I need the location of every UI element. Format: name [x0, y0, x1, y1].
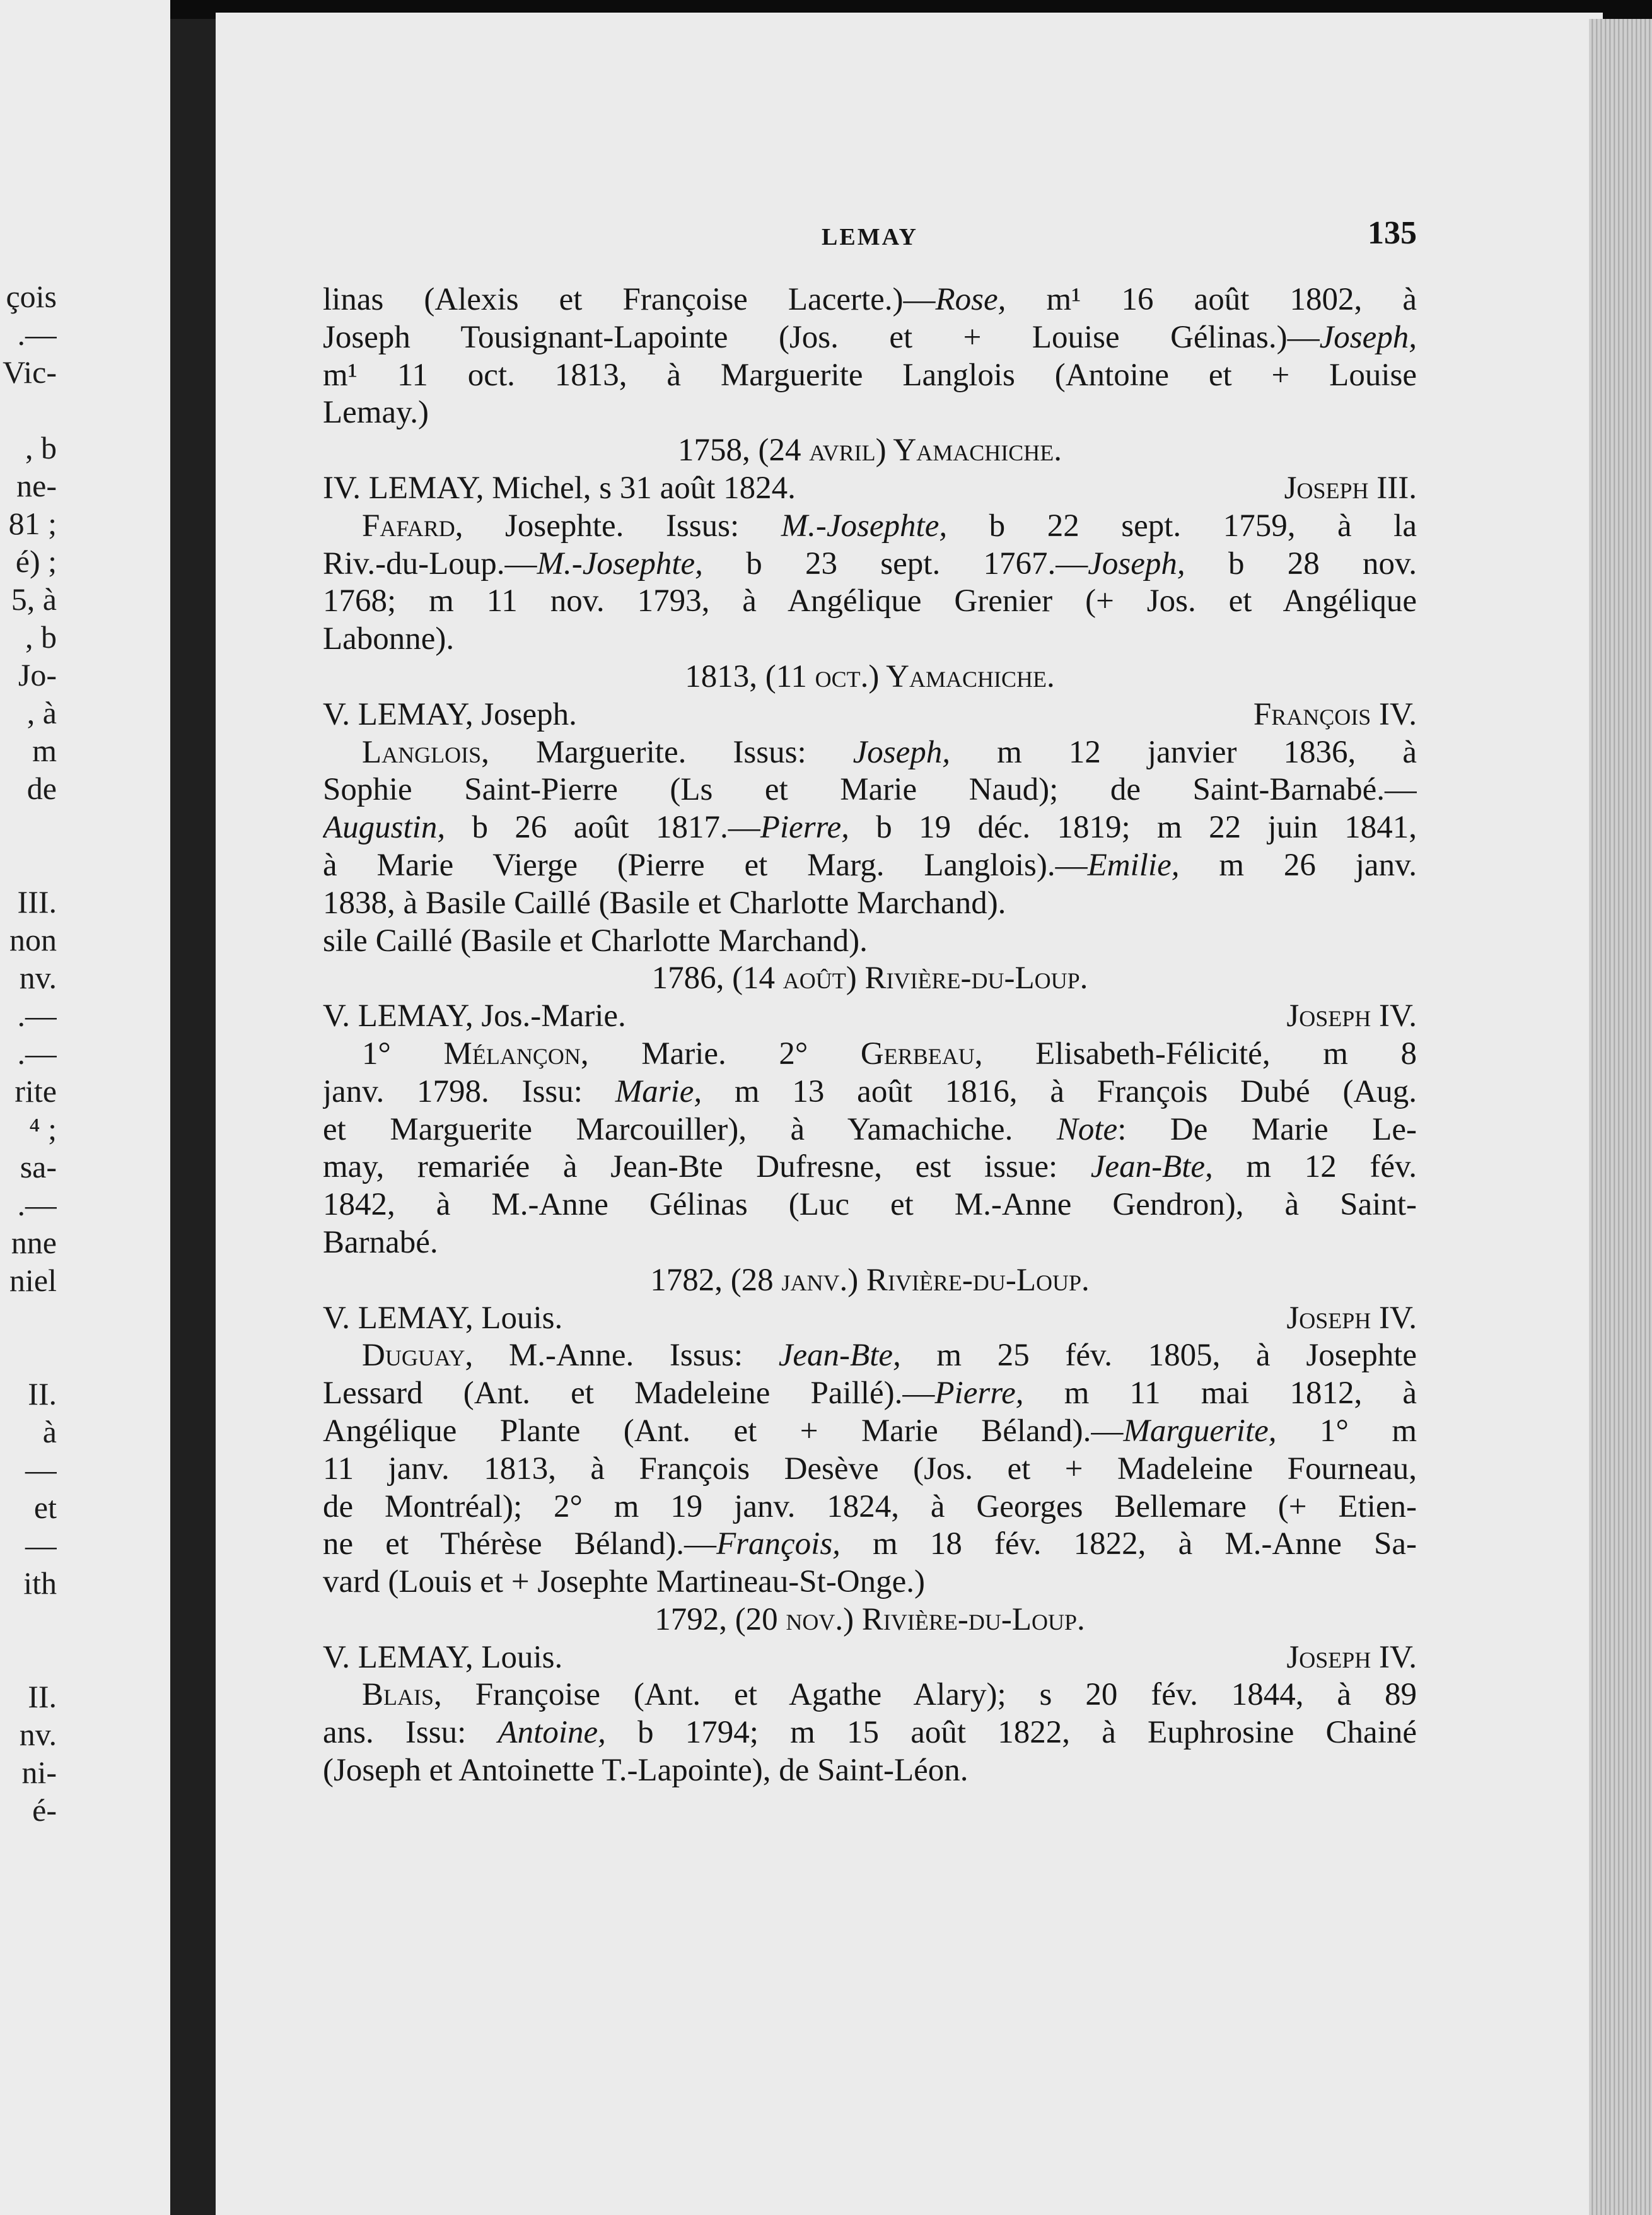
entry-name-line: [323, 998, 1417, 1036]
text-line: sile Caillé (Basile et Charlotte Marchand).: [323, 923, 868, 959]
entry-name: IV. LEMAY, Michel, s 31 août 1824.: [323, 470, 796, 506]
entry-father: François IV.: [1253, 696, 1417, 732]
margin-fragment: [0, 1337, 57, 1375]
margin-fragment: .—: [17, 998, 57, 1033]
margin-fragment: [0, 1640, 57, 1678]
text-line: may, remariée à Jean-Bte Dufresne, est issue: Jean-Bte, m 12 fév.: [323, 1149, 1417, 1185]
text-line: janv. 1798. Issu: Marie, m 13 août 1816, à François Dubé (Aug.: [323, 1073, 1417, 1109]
margin-fragment: [0, 1602, 57, 1640]
margin-fragment: nv.: [19, 1717, 57, 1752]
marriage-heading: 1786, (14 août) Rivière-du-Loup.: [651, 961, 1088, 996]
margin-fragment: de: [26, 771, 57, 806]
text-line: ne et Thérèse Béland).—François, m 18 fév. 1822, à M.-Anne Sa-: [323, 1526, 1417, 1562]
entry-father: Joseph IV.: [1286, 1300, 1417, 1336]
margin-fragment: , à: [26, 695, 57, 730]
margin-fragment: ni-: [21, 1755, 57, 1790]
margin-fragment: .—: [17, 317, 57, 352]
entry-name-line: [323, 696, 1417, 734]
text-line: 1768; m 11 nov. 1793, à Angélique Grenier (+ Jos. et Angélique: [323, 583, 1417, 619]
text-line: 1842, à M.-Anne Gélinas (Luc et M.-Anne Gendron), à Saint-: [323, 1187, 1417, 1223]
margin-fragment: [0, 807, 57, 845]
entry-father: Joseph IV.: [1286, 998, 1417, 1034]
genealogy-text: [323, 281, 1417, 1790]
margin-fragment: II.: [28, 1376, 57, 1411]
page-header: [323, 214, 1417, 265]
running-head: LEMAY: [822, 224, 918, 250]
text-line: ans. Issu: Antoine, b 1794; m 15 août 1822, à Euphrosine Chainé: [323, 1715, 1417, 1751]
margin-fragment: çois: [6, 279, 57, 314]
entry-name: V. LEMAY, Jos.-Marie.: [323, 998, 626, 1034]
entry-name: V. LEMAY, Joseph.: [323, 696, 577, 732]
facing-page-margin-text: [0, 278, 57, 1829]
entry-father: Joseph III.: [1284, 470, 1417, 506]
page-number: 135: [1368, 215, 1417, 251]
margin-fragment: é) ;: [15, 544, 57, 579]
text-line: Augustin, b 26 août 1817.—Pierre, b 19 déc. 1819; m 22 juin 1841,: [323, 810, 1417, 846]
text-line: Labonne).: [323, 621, 455, 657]
entry-father: Joseph IV.: [1286, 1639, 1417, 1675]
margin-fragment: é-: [32, 1792, 57, 1828]
margin-fragment: non: [9, 922, 57, 957]
margin-fragment: 5, à: [11, 582, 57, 617]
margin-fragment: II.: [28, 1679, 57, 1714]
margin-fragment: , b: [25, 430, 57, 465]
text-line: Angélique Plante (Ant. et + Marie Béland).—Marguerite, 1° m: [323, 1413, 1417, 1449]
text-line: 11 janv. 1813, à François Desève (Jos. et + Madeleine Fourneau,: [323, 1451, 1417, 1487]
marriage-heading: 1758, (24 avril) Yamachiche.: [677, 433, 1062, 469]
margin-fragment: m: [32, 733, 57, 768]
margin-fragment: niel: [9, 1263, 57, 1298]
text-line: Fafard, Josephte. Issus: M.-Josephte, b 22 sept. 1759, à la: [362, 508, 1417, 544]
text-line: 1° Mélançon, Marie. 2° Gerbeau, Elisabeth-Félicité, m 8: [362, 1036, 1417, 1072]
text-line: vard (Louis et + Josephte Martineau-St-Onge.): [323, 1564, 926, 1600]
margin-fragment: Jo-: [18, 657, 57, 693]
margin-fragment: [0, 845, 57, 883]
margin-fragment: ne-: [16, 468, 57, 503]
text-line: linas (Alexis et Françoise Lacerte.)—Rose, m¹ 16 août 1802, à: [323, 282, 1417, 317]
facing-page-left: [0, 0, 170, 2215]
text-line: et Marguerite Marcouiller), à Yamachiche. Note: De Marie Le-: [323, 1111, 1417, 1147]
marriage-heading: 1813, (11 oct.) Yamachiche.: [685, 658, 1055, 694]
text-line: Riv.-du-Loup.—M.-Josephte, b 23 sept. 1767.—Joseph, b 28 nov.: [323, 546, 1417, 582]
margin-fragment: à: [42, 1414, 57, 1449]
margin-fragment: [0, 1299, 57, 1337]
margin-fragment: .—: [17, 1036, 57, 1071]
margin-fragment: .—: [17, 1187, 57, 1222]
marriage-heading: 1782, (28 janv.) Rivière-du-Loup.: [650, 1262, 1090, 1298]
margin-fragment: nne: [11, 1225, 57, 1260]
text-line: m¹ 11 oct. 1813, à Marguerite Langlois (Antoine et + Louise: [323, 357, 1417, 393]
text-line: (Joseph et Antoinette T.-Lapointe), de Saint-Léon.: [323, 1753, 969, 1789]
text-line: Lemay.): [323, 395, 429, 431]
margin-fragment: Vic-: [3, 354, 57, 390]
book-gutter: [170, 19, 216, 2215]
margin-fragment: ⁴ ;: [29, 1111, 57, 1147]
margin-fragment: et: [33, 1490, 57, 1525]
margin-fragment: nv.: [19, 960, 57, 995]
margin-fragment: rite: [15, 1073, 57, 1109]
entry-name: V. LEMAY, Louis.: [323, 1300, 563, 1336]
text-line: Sophie Saint-Pierre (Ls et Marie Naud); de Saint-Barnabé.—: [323, 772, 1417, 808]
text-line: de Montréal); 2° m 19 janv. 1824, à Georges Bellemare (+ Etien-: [323, 1488, 1417, 1524]
margin-fragment: —: [25, 1452, 57, 1487]
margin-fragment: sa-: [20, 1149, 57, 1184]
text-line: Lessard (Ant. et Madeleine Paillé).—Pierre, m 11 mai 1812, à: [323, 1376, 1417, 1411]
text-line: 1838, à Basile Caillé (Basile et Charlotte Marchand).: [323, 885, 1006, 921]
margin-fragment: ith: [23, 1565, 57, 1601]
text-line: à Marie Vierge (Pierre et Marg. Langlois).—Emilie, m 26 janv.: [323, 847, 1417, 883]
margin-fragment: III.: [17, 884, 57, 920]
text-line: Duguay, M.-Anne. Issus: Jean-Bte, m 25 fév. 1805, à Josephte: [362, 1338, 1417, 1374]
margin-fragment: [0, 391, 57, 429]
page-edges: [1589, 19, 1652, 2215]
text-line: Blais, Françoise (Ant. et Agathe Alary); s 20 fév. 1844, à 89: [362, 1677, 1417, 1713]
entry-name-line: [323, 1639, 1417, 1677]
text-line: Langlois, Marguerite. Issus: Joseph, m 12 janvier 1836, à: [362, 734, 1417, 770]
entry-name-line: [323, 470, 1417, 508]
margin-fragment: —: [25, 1528, 57, 1563]
margin-fragment: , b: [25, 619, 57, 655]
text-line: Barnabé.: [323, 1224, 438, 1260]
marriage-heading: 1792, (20 nov.) Rivière-du-Loup.: [654, 1601, 1085, 1637]
margin-fragment: 81 ;: [8, 506, 57, 541]
entry-name: V. LEMAY, Louis.: [323, 1639, 563, 1675]
text-line: Joseph Tousignant-Lapointe (Jos. et + Louise Gélinas.)—Joseph,: [323, 319, 1417, 355]
entry-name-line: [323, 1300, 1417, 1338]
